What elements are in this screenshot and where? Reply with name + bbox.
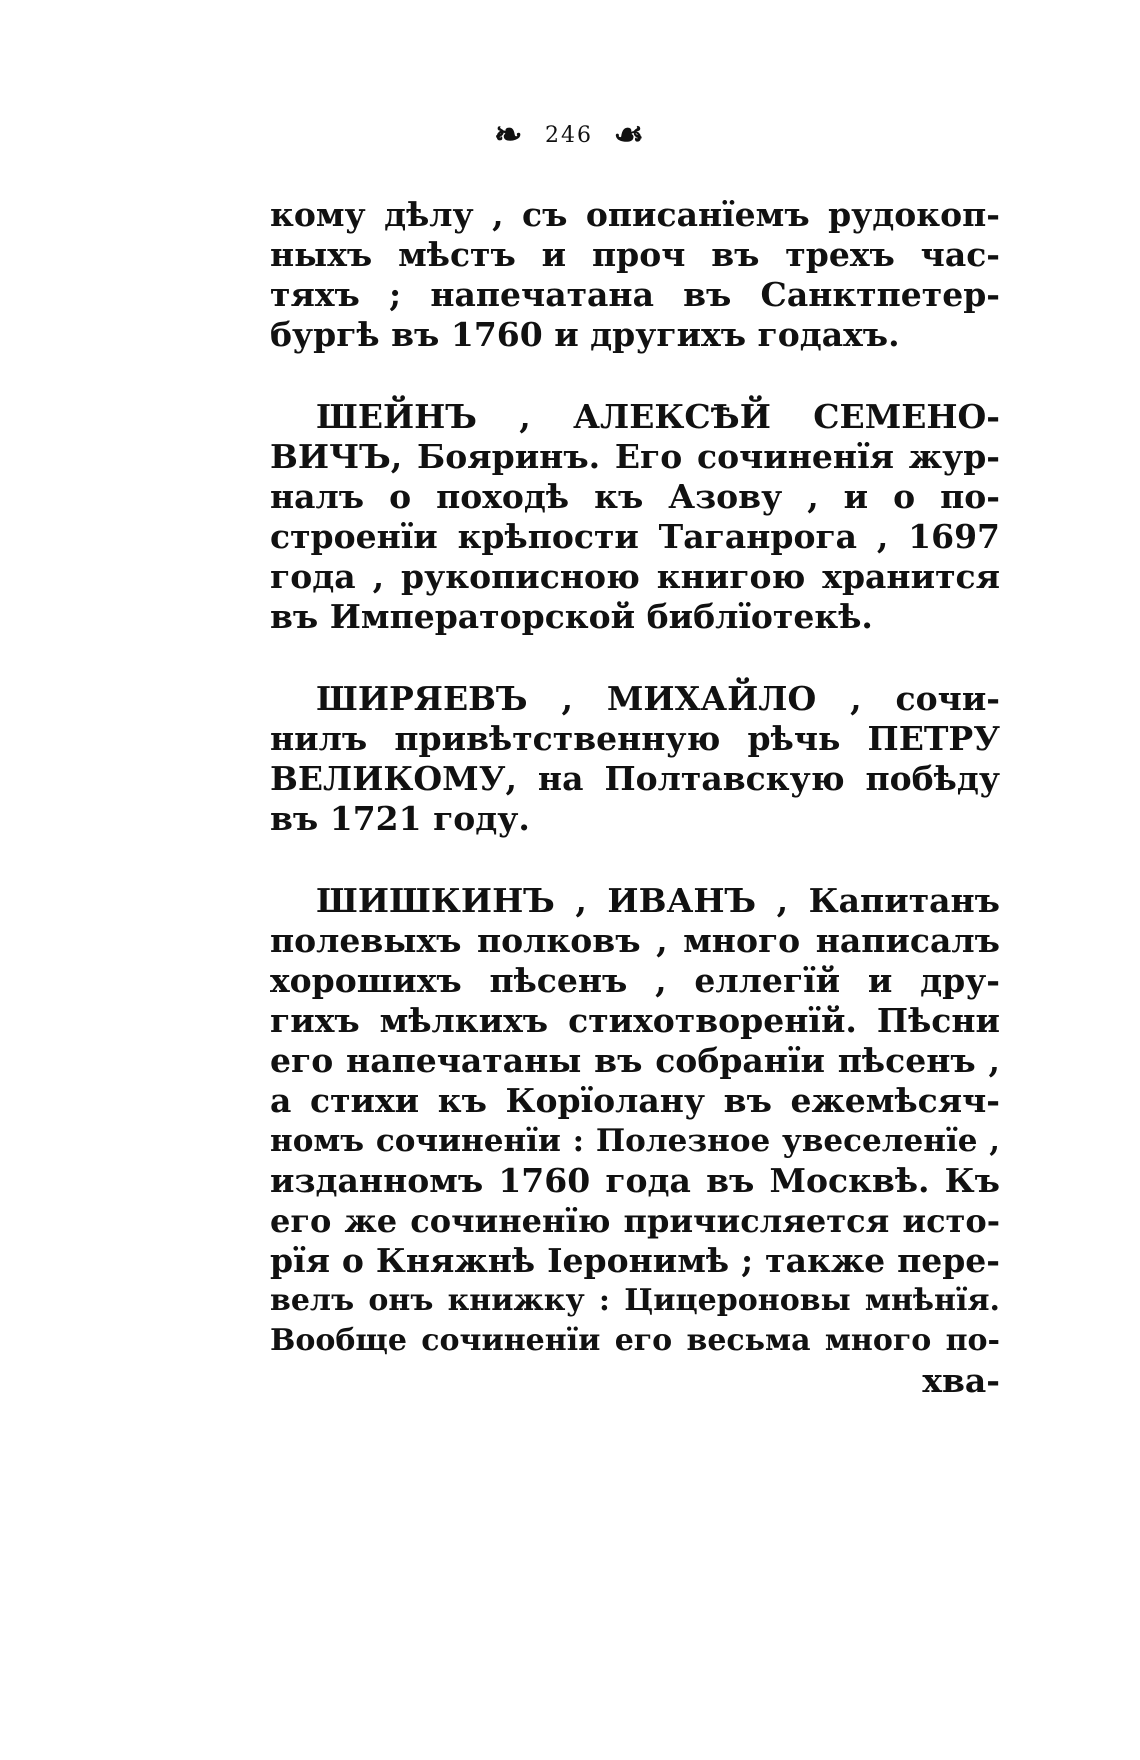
text-line: велъ онъ книжку : Цицероновы мнѣнїя. bbox=[270, 1283, 1000, 1318]
entry-heading-line: ШЕЙНЪ , АЛЕКСѢЙ СЕМЕНО- bbox=[316, 397, 1000, 436]
text-line: строенїи крѣпости Таганрога , 1697 bbox=[270, 517, 1000, 556]
text-body bbox=[270, 195, 1000, 1401]
text-line: его же сочиненїю причисляется исто- bbox=[270, 1202, 1000, 1240]
entry-continuation bbox=[270, 195, 1000, 355]
text-line: тяхъ ; напечатана въ Санктпетер- bbox=[270, 275, 1000, 314]
text-line: года , рукописною книгою хранится bbox=[270, 557, 1000, 596]
text-line: а стихи къ Корїолану въ ежемѣсяч- bbox=[270, 1081, 1000, 1120]
text-line: гихъ мѣлкихъ стихотворенїй. Пѣсни bbox=[270, 1001, 1000, 1040]
text-line: рїя о Княжнѣ Іеронимѣ ; также пере- bbox=[270, 1241, 1000, 1280]
text-line: его напечатаны въ собранїи пѣсенъ , bbox=[270, 1041, 1000, 1080]
text-line: въ Императорской библїотекѣ. bbox=[270, 597, 873, 636]
text-line: полевыхъ полковъ , много написалъ bbox=[270, 921, 1000, 960]
entry-shein bbox=[270, 397, 1000, 637]
ornament-right-icon: ☙ bbox=[613, 115, 646, 155]
text-line: хорошихъ пѣсенъ , еллегїй и дру- bbox=[270, 961, 1000, 1000]
text-line: Вообще сочиненїи его весьма много по- bbox=[270, 1323, 1000, 1358]
text-line: номъ сочиненїи : Полезное увеселенїе , bbox=[270, 1123, 1000, 1159]
text-line: бургѣ въ 1760 и другихъ годахъ. bbox=[270, 315, 900, 354]
page-number: 246 bbox=[545, 122, 593, 148]
text-line: ВЕЛИКОМУ, на Полтавскую побѣду bbox=[270, 759, 1000, 798]
entry-shishkin bbox=[270, 881, 1000, 1401]
catchword: хва- bbox=[922, 1361, 1000, 1400]
text-line: въ 1721 году. bbox=[270, 799, 530, 838]
text-line: нилъ привѣтственную рѣчь ПЕТРУ bbox=[270, 719, 1000, 758]
page-header bbox=[0, 115, 1140, 155]
entry-shiryaev bbox=[270, 679, 1000, 839]
text-line: кому дѣлу , съ описанїемъ рудокоп- bbox=[270, 195, 1000, 234]
text-line: налъ о походѣ къ Азову , и о по- bbox=[270, 477, 1000, 516]
ornament-left-icon: ❧ bbox=[494, 115, 525, 155]
text-line: изданномъ 1760 года въ Москвѣ. Къ bbox=[270, 1161, 1000, 1200]
entry-heading-line: ШИШКИНЪ , ИВАНЪ , Капитанъ bbox=[316, 881, 1000, 920]
text-line: ныхъ мѣстъ и проч въ трехъ час- bbox=[270, 235, 1000, 274]
text-line: ВИЧЪ, Бояринъ. Его сочиненїя жур- bbox=[270, 437, 1000, 476]
entry-heading-line: ШИРЯЕВЪ , МИХАЙЛО , сочи- bbox=[316, 679, 1000, 718]
